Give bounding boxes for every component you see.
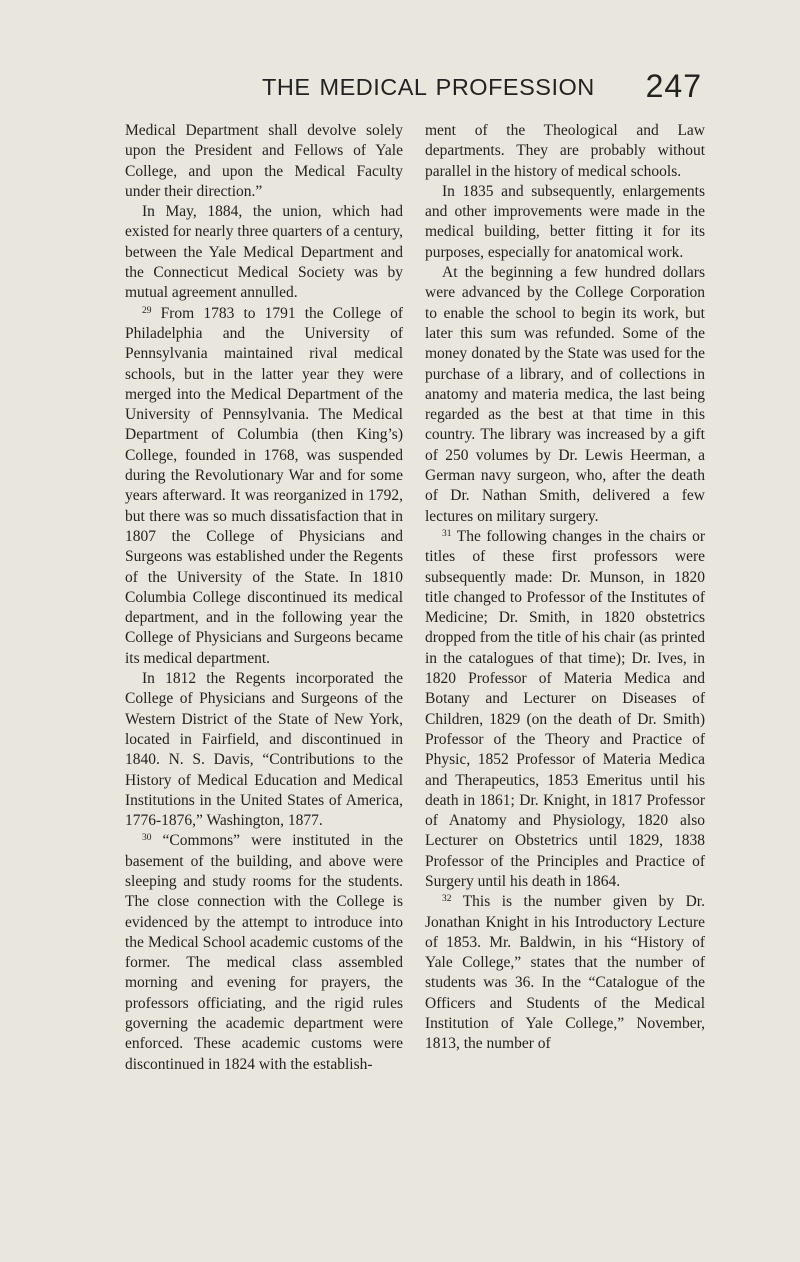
- running-title: THE MEDICAL PROFESSION: [262, 74, 595, 100]
- footnote-paragraph: $^{30}$ “Commons” were instituted in the basement of the building, and above were sleeping and study rooms for the students. The close connection with the College is evidenced by the attempt to introduce into the Medical School academic customs of the former. The medical class assembled morning and evening for prayers, the professors officiating, and the rigid rules governing the academic department were enforced. These academic customs were discontinued in 1824 with the establish-: [125, 832, 404, 1073]
- footnote-number: 32: [442, 894, 452, 905]
- paragraph: At the beginning a few hundred dollars were advanced by the College Corporation to enable the school to begin its work, but later this sum was refunded. Some of the money donated by the State was used for the purchase of a library, and of collections in anatomy and materia medica, the last being regarded as the best at that time in this country. The library was increased by a gift of 250 volumes by Dr. Lewis Heerman, a German navy surgeon, who, after the death of Dr. Nathan Smith, delivered a few lectures on military surgery.: [425, 264, 705, 525]
- footnote-number: 29: [142, 305, 152, 316]
- paragraph: ment of the Theological and Law departments. They are probably without parallel in the history of medical schools.: [425, 122, 705, 180]
- right-column: [425, 121, 705, 1055]
- left-column: [125, 121, 403, 1075]
- paragraph: Medical Department shall devolve solely upon the President and Fellows of Yale College, and upon the Medical Faculty under their direction.”: [125, 122, 403, 200]
- paragraph: In May, 1884, the union, which had existed for nearly three quarters of a century, between the Yale Medical Department and the Connecticut Medical Society was by mutual agreement annulled.: [125, 203, 403, 302]
- footnote-number: 31: [442, 528, 452, 539]
- footnote-number: 30: [142, 833, 152, 844]
- page-header: [262, 68, 702, 114]
- footnote-paragraph: $^{29}$ From 1783 to 1791 the College of Philadelphia and the University of Pennsylvania maintained rival medical schools, but in the latter year they were merged into the Medical Department of the University of Pennsylvania. The Medical Department of Columbia (then King’s) College, founded in 1768, was suspended during the Revolutionary War and for some years afterward. It was reorganized in 1792, but there was so much dissatisfaction that in 1807 the College of Physicians and Surgeons was established under the Regents of the University of the State. In 1810 Columbia College discontinued its medical department, and in the following year the College of Physicians and Surgeons became its medical department.: [125, 304, 404, 667]
- page-number: 247: [645, 68, 702, 104]
- footnote-paragraph: $^{32}$ This is the number given by Dr. Jonathan Knight in his Introductory Lecture of 1853. Mr. Baldwin, in his “History of Yale College,” states that the number of students was 36. In the “Catalogue of the Officers and Students of the Medical Institution of Yale College,” November, 1813, the number of: [425, 893, 705, 1053]
- footnote-paragraph: $^{31}$ The following changes in the chairs or titles of these first professors were subsequently made: Dr. Munson, in 1820 title changed to Professor of the Institutes of Medicine; Dr. Smith, in 1820 obstetrics dropped from the title of his chair (as printed in the catalogues of that time); Dr. Ives, in 1820 Professor of Materia Medica and Botany and Lecturer on Diseases of Children, 1829 (on the death of Dr. Smith) Professor of the Theory and Practice of Physic, 1852 Professor of Materia Medica and Therapeutics, 1853 Emeritus until his death in 1861; Dr. Knight, in 1817 Professor of Anatomy and Physiology, 1820 also Lecturer on Obstetrics until 1829, 1838 Professor of the Principles and Practice of Surgery until his death in 1864.: [425, 527, 705, 890]
- paragraph: In 1812 the Regents incorporated the College of Physicians and Surgeons of the Western District of the State of New York, located in Fairfield, and discontinued in 1840. N. S. Davis, “Contributions to the History of Medical Education and Medical Institutions in the United States of America, 1776-1876,” Washington, 1877.: [125, 670, 403, 830]
- paragraph: In 1835 and subsequently, enlargements and other improvements were made in the medical building, better fitting it for its purposes, especially for anatomical work.: [425, 182, 705, 261]
